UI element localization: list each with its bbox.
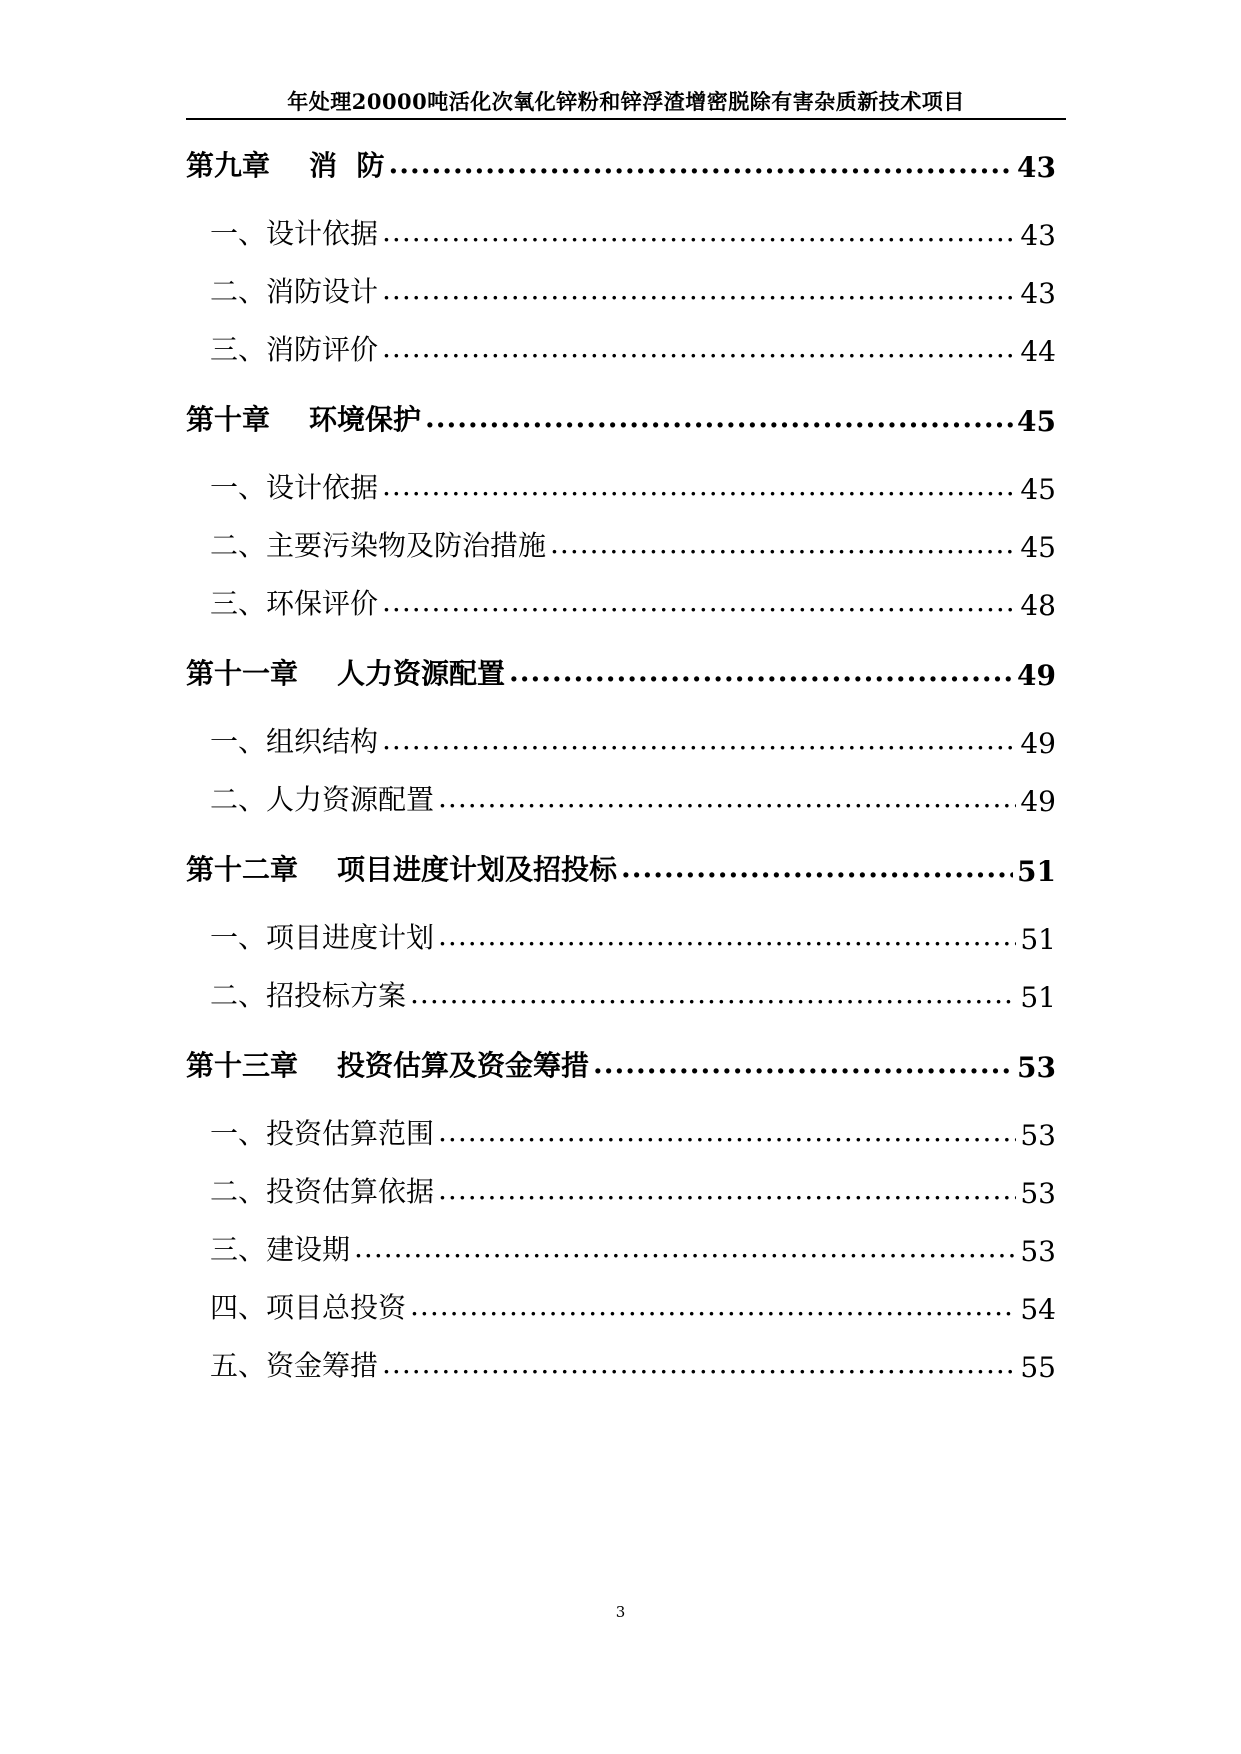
- toc-entry-page: 49: [1020, 727, 1056, 760]
- toc-entry-page: 53: [1020, 1235, 1056, 1268]
- toc-dot-leader: [438, 922, 1016, 956]
- toc-dot-leader: [438, 784, 1016, 818]
- toc-section-entry: [186, 212, 1056, 252]
- toc-dot-leader: [550, 530, 1016, 564]
- toc-dot-leader: [621, 854, 1013, 888]
- toc-entry-label: 一、投资估算范围: [210, 1117, 435, 1150]
- toc-dot-leader: [382, 472, 1016, 506]
- toc-entry-page: 43: [1020, 277, 1056, 310]
- toc-section-entry: [186, 1344, 1056, 1384]
- toc-dot-leader: [382, 276, 1016, 310]
- toc-dot-leader: [382, 334, 1016, 368]
- toc-entry-page: 45: [1017, 405, 1056, 438]
- toc-dot-leader: [509, 658, 1013, 692]
- toc-section-entry: [186, 1286, 1056, 1326]
- toc-chapter-entry: [186, 652, 1056, 692]
- toc-section-entry: [186, 1170, 1056, 1210]
- toc-entry-label: 三、消防评价: [210, 333, 379, 366]
- toc-section-entry: [186, 582, 1056, 622]
- toc-entry-page: 43: [1020, 219, 1056, 252]
- toc-chapter-entry: [186, 144, 1056, 184]
- toc-entry-label: 三、环保评价: [210, 587, 379, 620]
- page-number: 3: [615, 1603, 626, 1621]
- toc-dot-leader: [389, 150, 1014, 184]
- toc-entry-page: 45: [1020, 473, 1056, 506]
- toc-dot-leader: [438, 1176, 1016, 1210]
- toc-chapter-entry: [186, 848, 1056, 888]
- toc-section-entry: [186, 778, 1056, 818]
- toc-entry-label: 一、组织结构: [210, 725, 379, 758]
- toc-entry-label: 二、招投标方案: [210, 979, 407, 1012]
- toc-entry-page: 43: [1017, 151, 1056, 184]
- toc-entry-page: 53: [1020, 1119, 1056, 1152]
- toc-entry-page: 51: [1020, 981, 1056, 1014]
- toc-section-entry: [186, 524, 1056, 564]
- toc-section-entry: [186, 720, 1056, 760]
- toc-dot-leader: [382, 588, 1016, 622]
- toc-dot-leader: [593, 1050, 1013, 1084]
- toc-entry-label: 第九章 消 防: [186, 149, 385, 182]
- toc-entry-label: 一、设计依据: [210, 217, 379, 250]
- toc-entry-label: 第十三章 投资估算及资金筹措: [186, 1049, 589, 1082]
- toc-entry-page: 49: [1017, 659, 1056, 692]
- toc-dot-leader: [425, 404, 1013, 438]
- toc-entry-page: 55: [1020, 1351, 1056, 1384]
- toc-entry-label: 二、主要污染物及防治措施: [210, 529, 547, 562]
- toc-entry-label: 二、消防设计: [210, 275, 379, 308]
- toc-dot-leader: [382, 1350, 1016, 1384]
- toc-entry-label: 二、人力资源配置: [210, 783, 435, 816]
- toc-entry-page: 51: [1020, 923, 1056, 956]
- toc-section-entry: [186, 466, 1056, 506]
- toc-section-entry: [186, 974, 1056, 1014]
- toc-entry-page: 54: [1020, 1293, 1056, 1326]
- toc-dot-leader: [354, 1234, 1016, 1268]
- toc-entry-label: 四、项目总投资: [210, 1291, 407, 1324]
- toc-entry-page: 53: [1017, 1051, 1056, 1084]
- toc-entry-page: 45: [1020, 531, 1056, 564]
- toc-section-entry: [186, 1228, 1056, 1268]
- toc-entry-page: 49: [1020, 785, 1056, 818]
- toc-entry-label: 三、建设期: [210, 1233, 351, 1266]
- toc-chapter-entry: [186, 1044, 1056, 1084]
- toc-entry-label: 二、投资估算依据: [210, 1175, 435, 1208]
- toc-dot-leader: [410, 980, 1016, 1014]
- toc-entry-page: 44: [1020, 335, 1056, 368]
- toc-section-entry: [186, 328, 1056, 368]
- toc-entry-label: 一、设计依据: [210, 471, 379, 504]
- toc-dot-leader: [382, 726, 1016, 760]
- toc-entry-label: 五、资金筹措: [210, 1349, 379, 1382]
- toc-dot-leader: [382, 218, 1016, 252]
- toc-dot-leader: [438, 1118, 1016, 1152]
- toc-dot-leader: [410, 1292, 1016, 1326]
- toc-entry-label: 第十一章 人力资源配置: [186, 657, 505, 690]
- toc-entry-page: 48: [1020, 589, 1056, 622]
- toc-entry-label: 第十章 环境保护: [186, 403, 421, 436]
- toc-entry-label: 一、项目进度计划: [210, 921, 435, 954]
- toc-entry-page: 51: [1017, 855, 1056, 888]
- running-header-title: 年处理20000吨活化次氧化锌粉和锌浮渣增密脱除有害杂质新技术项目: [287, 89, 965, 114]
- toc-section-entry: [186, 916, 1056, 956]
- toc-entry-page: 53: [1020, 1177, 1056, 1210]
- toc-entry-label: 第十二章 项目进度计划及招投标: [186, 853, 617, 886]
- toc-section-entry: [186, 270, 1056, 310]
- toc-section-entry: [186, 1112, 1056, 1152]
- toc-chapter-entry: [186, 398, 1056, 438]
